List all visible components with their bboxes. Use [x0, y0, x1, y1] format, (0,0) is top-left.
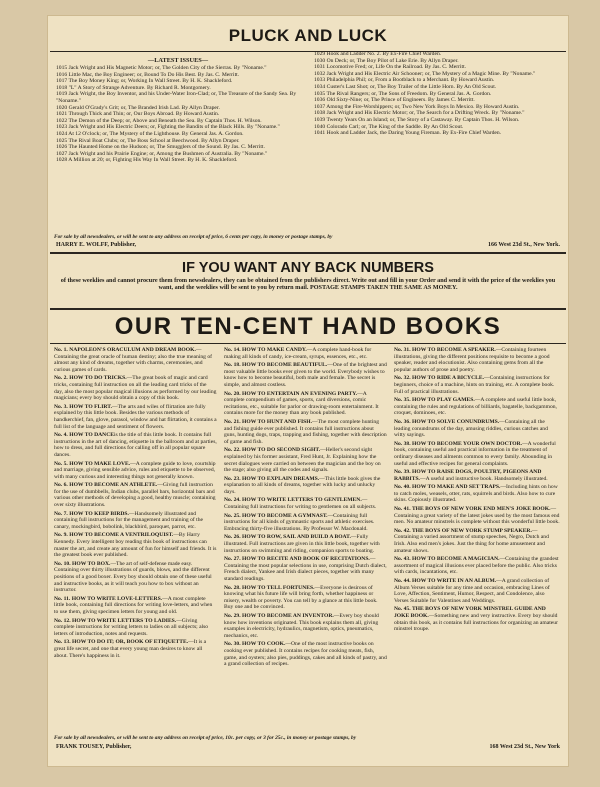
handbook-title: HOW TO RIDE A BICYCLE. [412, 375, 484, 382]
handbook-entry [224, 534, 387, 554]
handbook-number: No. 38. [394, 440, 413, 447]
handbook-description: —Giving full instruction for the use of dumbbells, Indian clubs, parallel bars, horizontal bars and various other methods of developing a good, healthy muscle; containing over sixty illustrations. [54, 482, 217, 509]
handbook-number: No. 23. [224, 475, 243, 482]
sale-note: For sale by all newsdealers, or will be sent to any address on receipt of price, 6 cents per copy, in money or postage stamps, by [54, 234, 333, 240]
handbook-number: No. 9. [54, 532, 70, 539]
handbook-title: THE BOYS OF NEW YORK MINSTREL GUIDE AND JOKE BOOK. [394, 606, 548, 619]
handbook-title: HOW TO FLIRT. [69, 403, 112, 410]
issue-entry: 1029 Hook and Ladder No. 2. By Ex-Fire Chief Warden. [314, 51, 442, 57]
issue-entry: 1019 Jack Wright, the Boy Inventor, and his Under-Water Iron-Clad; or, The Treasure of the Sandy Sea. By "Noname." [56, 91, 298, 104]
issue-entry: 1035 The Rival Rangers; or, The Sons of Freedom. By General Jas. A. Gordon. [314, 90, 492, 97]
handbook-entry [54, 561, 217, 594]
handbook-number: No. 13. [54, 639, 73, 646]
publisher-name: HARRY E. WOLFF, Publisher, [56, 242, 137, 248]
handbook-number: No. 28. [224, 584, 243, 591]
handbook-title: HOW TO BECOME A SPEAKER. [412, 347, 496, 353]
handbook-title: HOW TO WRITE IN AN ALBUM. [412, 578, 497, 584]
issue-entry: 1017 The Boy Money King; or, Working In Wall Street. By H. K. Shackleford. [56, 78, 233, 85]
handbook-entry [394, 419, 560, 439]
handbook-entry [54, 482, 217, 508]
issue-entry: 1037 Among the Fire-Worshippers; or, Two New York Boys In Mexico. By Howard Austin. [314, 103, 520, 110]
handbook-entry [224, 476, 387, 496]
handbook-description: —Containing instructions for beginners, choice of a machine, hints on training, etc. A complete book. Full of practical illustrations. [394, 375, 556, 395]
handbook-title: HOW TO DO IT; OR, BOOK OF ETIQUETTE. [72, 639, 189, 646]
handbook-entry [394, 556, 560, 576]
page-title: PLUCK AND LUCK [228, 26, 388, 45]
handbook-number: No. 45. [394, 606, 412, 613]
handbook-entry [394, 397, 560, 417]
back-numbers-text: of these weeklies and cannot procure them from newsdealers, they can be obtained from the publishers direct. Write out and fill in your Order and send it with the price of the weeklies you want, and the weeklies will be sent to you by return mail. POSTAGE STAMPS TAKEN THE SAME AS MONEY. [60, 277, 556, 292]
handbook-title: HOW TO BECOME BEAUTIFUL. [242, 362, 328, 369]
handbook-description: —Containing a varied assortment of stump speeches, Negro, Dutch and Irish. Also end men's jokes. Just the thing for home amusement and amateur shows. [394, 527, 551, 554]
handbook-description: —A complete and useful little book, containing the rules and regulations of billiards, bagatelle, backgammon, croquet, dominoes, etc. [394, 397, 559, 417]
handbook-description: —One of the most instructive books on cooking ever published. It contains recipes for cooking meats, fish, game, and oysters; also pies, puddings, cakes and all kinds of pastry, and a grand collection of recipes. [224, 641, 389, 668]
handbook-description: —Everyone is desirous of knowing what his future life will bring forth, whether happiness or misery, wealth or poverty. You can tell by a glance at this little book. Buy one and be convinced. [224, 584, 379, 611]
handbook-title: HOW TO BECOME A GYMNAST. [242, 512, 328, 519]
handbook-number: No. 6. [54, 482, 70, 489]
books-column-1 [54, 347, 217, 735]
handbook-number: No. 27. [224, 556, 243, 563]
handbook-entry [224, 497, 387, 510]
handbook-entry [394, 375, 560, 395]
issue-entry: 1018 "L" A Story of Strange Adventure. By Richard R. Montgomery. [56, 84, 211, 91]
handbook-number: No. 44. [394, 578, 413, 584]
issue-entry: 1020 Gerald O'Grady's Grit; or, The Branded Irish Lad. By Allyn Draper. [56, 104, 220, 111]
handbook-title: HOW TO BECOME YOUR OWN DOCTOR. [412, 440, 523, 447]
handbook-entry [394, 528, 560, 554]
handbook-number: No. 22. [224, 447, 243, 454]
handbook-entry [54, 375, 217, 401]
handbook-number: No. 41. [394, 506, 412, 513]
handbook-number: No. 21. [224, 418, 243, 425]
handbook-entry [54, 404, 217, 430]
handbook-description: —Containing full instructions for writing to gentlemen on all subjects. [224, 497, 377, 511]
issue-entry: 1024 At 12 O'clock; or, The Mystery of the Lighthouse. By General Jas. A. Gordon. [56, 130, 244, 137]
bottom-sale-note: For sale by all newsdealers, or will be sent to any address on receipt of price, 10c. per copy, or 3 for 25c., in money or postage stamps, by [54, 735, 357, 741]
handbook-title: HOW TO RAISE DOGS, POULTRY, PIGEONS AND RABBITS. [394, 469, 543, 482]
issue-entry: 1026 The Haunted Home on the Hudson; or, The Smugglers of the Sound. By Jas. C. Merritt. [56, 144, 265, 151]
handbook-entry [54, 461, 217, 481]
bottom-address: 168 West 23d St., New York [489, 744, 560, 750]
handbook-description: —It is a great life secret, and one that every young man desires to know all about. There's happiness in it. [54, 639, 208, 659]
handbook-entry [224, 447, 387, 473]
handbook-number: No. 29. [224, 612, 243, 619]
handbook-number: No. 36. [394, 418, 413, 425]
handbook-entry [54, 596, 217, 616]
handbook-entry [224, 613, 387, 639]
handbook-title: HOW TO EXPLAIN DREAMS. [242, 475, 320, 482]
handbook-entry [54, 618, 217, 638]
handbook-description: —The most complete hunting and fishing guide ever published. It contains full instructions about guns, hunting dogs, traps, trapping and fishing, together with description of game and fish. [224, 418, 389, 445]
handbook-title: HOW TO WRITE LETTERS TO GENTLEMEN. [242, 497, 362, 504]
latest-issues-left [56, 65, 304, 233]
handbook-title: HOW TO SOLVE CONUNDRUMS. [412, 418, 500, 425]
handbook-entry [54, 511, 217, 531]
handbook-number: No. 39. [394, 469, 413, 476]
handbook-title: HOW TO RECITE AND BOOK OF RECITATIONS. [242, 556, 370, 563]
handbook-entry [224, 556, 387, 582]
handbook-entry [394, 578, 560, 604]
handbook-title: HOW TO BECOME A VENTRILOQUIST. [69, 532, 174, 539]
handbook-title: HOW TO WRITE LETTERS TO LADIES. [72, 617, 177, 624]
handbook-entry [224, 585, 387, 611]
handbook-entry [394, 441, 560, 467]
issue-entry: 1028 A Million at 20; or, Fighting His Way In Wall Street. By H. K. Shackleford. [56, 157, 238, 164]
handbook-entry [224, 641, 387, 667]
books-column-3 [394, 347, 560, 735]
issue-entry: 1016 Little Mac, the Boy Engineer; or, Bound To Do His Best. By Jas. C. Merritt. [56, 71, 240, 78]
issue-entry: 1041 Hook and Ladder Jack, the Daring Young Fireman. By Ex-Fire Chief Warden. [314, 130, 502, 137]
issue-entry: 1040 Colorado Carl; or, The King of the Saddle. By An Old Scout. [314, 123, 464, 130]
handbook-description: —One of the brightest and most valuable little books ever given to the world. Everybody wishes to know how to become beautiful, both male and female. The secret is simple, and almost costless. [224, 362, 389, 388]
handbook-title: HOW TO BECOME A MAGICIAN. [412, 556, 500, 563]
handbook-entry [394, 506, 560, 526]
issue-entry: 1034 Custer's Last Shot; or, The Boy Trailer of the Little Horn. By An Old Scout. [314, 83, 497, 90]
handbook-description: —Giving complete instructions for writing letters to ladies on all subjects; also letters of introduction, notes and requests. [54, 617, 210, 637]
handbook-entry [224, 362, 387, 388]
divider [50, 308, 566, 310]
handbook-number: No. 4. [54, 432, 70, 439]
handbook-title: HOW TO MAKE LOVE. [69, 460, 131, 467]
handbook-number: No. 5. [54, 460, 70, 467]
magazine-back-page [48, 16, 568, 766]
handbook-number: No. 26. [224, 534, 243, 541]
handbook-description: —Handsomely illustrated and containing full instructions for the management and training of the canary, mockingbird, bobolink, blackbird, paroquet, parrot, etc. [54, 510, 205, 530]
issue-entry: 1039 Twenty Years On an Island; or, The Story of a Castaway. By Captain Thos. H. Wilson. [314, 116, 520, 123]
handbook-title: HOW TO BECOME AN INVENTOR. [242, 612, 334, 619]
handbook-description: —Including hints on how to catch moles, weasels, otter, rats, squirrels and birds. Also how to cure skins. Copiously illustrated. [394, 484, 560, 504]
handbook-description: —Containing all the leading conundrums of the day, amusing riddles, curious catches and witty sayings. [394, 418, 550, 439]
handbook-number: No. 42. [394, 527, 412, 534]
latest-issues-right [314, 51, 562, 233]
handbook-title: HOW TO ENTERTAIN AN EVENING PARTY. [242, 390, 358, 397]
handbook-entry [394, 469, 560, 482]
handbook-entry [394, 347, 560, 373]
handbook-description: —Every boy should know how inventions originated. This book explains them all, giving examples in electricity, hydraulics, magnetism, optics, pneumatics, mechanics, etc. [224, 612, 381, 639]
issue-entry: 1021 Through Thick and Thin; or, Our Boys Abroad. By Howard Austin. [56, 111, 220, 118]
handbook-title: HOW TO PLAY GAMES. [412, 397, 475, 404]
handbook-number: No. 31. [394, 347, 413, 353]
books-column-2 [224, 347, 387, 735]
handbook-description: —Fully illustrated. Full instructions are given in this little book, together with instructions on swimming and riding, companion sports to boating. [224, 534, 382, 554]
issue-entry: 1023 Jack Wright and His Electric Deers; or, Fighting the Bandits of the Black Hills. By "Noname." [56, 124, 280, 131]
handbook-description: is the title of this little book. It contains full instructions in the art of dancing, etiquette in the ballroom and at parties, how to dress, and full directions for calling off in all popular square dances. [54, 432, 219, 458]
handbook-number: No. 30. [224, 641, 243, 648]
handbooks-heading: OUR TEN-CENT HAND BOOKS [114, 313, 502, 340]
handbook-title: HOW TO DANCE [69, 432, 114, 439]
divider [50, 252, 566, 254]
handbook-number: No. 20. [224, 390, 243, 397]
issue-entry: 1015 Jack Wright and His Magnetic Motor; or, The Golden City of the Sierras. By "Noname." [56, 65, 267, 71]
handbook-title: HOW TO KEEP BIRDS. [69, 510, 129, 517]
issue-entry: 1025 The Rival Boat Clubs; or, The Boss School at Beechwood. By Allyn Draper. [56, 137, 240, 144]
issue-entry: 1032 Jack Wright and His Electric Air Schooner; or, The Mystery of a Magic Mine. By "Noname." [314, 70, 536, 77]
handbook-description: —This little book gives the explanation to all kinds of dreams, together with lucky and unlucky days. [224, 475, 382, 495]
handbook-number: No. 25. [224, 512, 243, 519]
handbook-number: No. 32. [394, 375, 413, 382]
issue-entry: 1033 Philadelphia Phil; or, From a Bootblack to a Merchant. By Howard Austin. [314, 77, 495, 84]
issue-entry: 1038 Jack Wright and His Electric Motor; or, The Search for a Drifting Wreck. By "Noname." [314, 110, 525, 117]
handbook-number: No. 3. [54, 403, 70, 410]
handbook-title: HOW TO COOK. [242, 641, 286, 648]
handbook-title: THE BOYS OF NEW YORK END MEN'S JOKE BOOK. [411, 506, 551, 513]
handbook-entry [224, 513, 387, 533]
handbook-entry [224, 347, 387, 360]
handbook-number: No. 10. [54, 560, 73, 567]
handbook-number: No. 43. [394, 556, 413, 563]
bottom-publisher: FRANK TOUSEY, Publisher, [56, 744, 132, 750]
divider [50, 343, 566, 344]
handbook-title: HOW TO MAKE CANDY. [242, 347, 307, 353]
handbook-entry [54, 347, 217, 373]
issue-entry: 1030 On Deck; or, The Boy Pilot of Lake Erie. By Allyn Draper. [314, 57, 459, 64]
handbook-description: —A complete hand-book for making all kinds of candy, ice-cream, syrups, essences, etc., etc. [224, 347, 373, 360]
handbook-description: —Containing the grandest assortment of magical illusions ever placed before the public. Also tricks with cards, incantations, etc. [394, 556, 560, 576]
handbook-description: —A complete compendium of games, sports, card diversions, comic recitations, etc., suitable for parlor or drawing-room entertainment. It contains more for the money than any book published. [224, 390, 381, 417]
handbook-description: —Containing the great oracle of human destiny; also the true meaning of almost any kind of dreams, together with charms, ceremonies, and curious games of cards. [54, 347, 214, 373]
handbook-description: —A useful and instructive book. Handsomely illustrated. [419, 475, 548, 482]
issue-entry: 1027 Jack Wright and his Prairie Engine; or, Among the Bushmen of Australia. By "Noname." [56, 150, 268, 157]
issue-entry: 1031 Locomotive Fred; or, Life On the Railroad. By Jas. C. Merritt. [314, 64, 467, 71]
handbook-description: —By Harry Kennedy. Every intelligent boy reading this book of instructions can master the art, and create any amount of fun for himself and friends. It is the greatest book ever published. [54, 532, 218, 559]
handbook-description: —Containing fourteen illustrations, giving the different positions requisite to become a good speaker, reader and elocutionist. Also containing gems from all the popular authors of prose and poetry. [394, 347, 551, 373]
handbook-description: —A most complete little book, containing full directions for writing love-letters, and when to use them, giving specimen letters for young and old. [54, 595, 214, 615]
handbook-description: —The arts and wiles of flirtation are fully explained by this little book. Besides the various methods of handkerchief, fan, glove, parasol, window and hat flirtation, it contains a full list of the language and sentiment of flowers. [54, 403, 219, 430]
handbook-description: —A wonderful book, containing useful and practical information in the treatment of ordinary diseases and ailments common to every family. Abounding in useful and effective recipes for general complaints. [394, 440, 558, 467]
handbook-number: No. 14. [224, 347, 243, 353]
handbook-number: No. 7. [54, 510, 70, 517]
handbook-number: No. 35. [394, 397, 413, 404]
handbook-description: —Containing a great variety of the latest jokes used by the most famous end men. No amateur minstrels is complete without this wonderful little book. [394, 506, 561, 526]
handbook-number: No. 18. [224, 362, 243, 369]
handbook-description: —Containing full instructions for all kinds of gymnastic sports and athletic exercises. Embracing thirty-five illustrations. By Professor W. Macdonald. [224, 512, 376, 532]
handbook-number: No. 40. [394, 484, 413, 491]
handbook-title: HOW TO TELL FORTUNES. [242, 584, 315, 591]
handbook-title: HOW TO BECOME AN ATHLETE. [69, 482, 158, 489]
handbook-description: —A complete guide to love, courtship and marriage, giving sensible advice, rules and etiquette to be observed, with many curious and interesting things not generally known. [54, 460, 218, 480]
handbook-entry [54, 639, 217, 659]
handbook-entry [224, 419, 387, 445]
handbook-description: —Heller's second sight explained by his former assistant, Fred Hunt, Jr. Explaining how the secret dialogues were carried on between the magician and the boy on the stage; also giving all the codes and signals. [224, 447, 383, 474]
handbook-title: HOW TO HUNT AND FISH. [242, 418, 313, 425]
issue-entry: 1036 Old Sixty-Nine; or, The Prince of Engineers. By James C. Merritt. [314, 97, 475, 104]
handbook-title: HOW TO MAKE AND SET TRAPS. [412, 484, 501, 491]
handbook-number: No. 12. [54, 617, 73, 624]
handbook-title: HOW TO ROW, SAIL AND BUILD A BOAT. [242, 534, 351, 541]
handbook-title: THE BOYS OF NEW YORK STUMP SPEAKER. [411, 527, 532, 534]
handbook-entry [394, 484, 560, 504]
handbook-title: HOW TO DO SECOND SIGHT. [242, 447, 321, 454]
handbook-number: No. 1. [54, 347, 70, 353]
handbook-title: HOW TO BOX. [72, 560, 111, 567]
handbook-number: No. 2. [54, 375, 70, 382]
issue-entry: 1022 The Demon of the Deep; or, Above and Beneath the Sea. By Captain Thos. H. Wilson. [56, 117, 262, 124]
handbook-title: NAPOLEON'S ORACULUM AND DREAM BOOK. [69, 347, 196, 353]
handbook-entry [394, 606, 560, 632]
handbook-description: —The great book of magic and card tricks, containing full instruction on all the leading card tricks of the day, also the most popular magical illusions as performed by our leading magicians; every boy should obtain a copy of this book. [54, 375, 218, 402]
back-numbers-heading: IF YOU WANT ANY BACK NUMBERS [182, 260, 434, 276]
handbook-entry [54, 532, 217, 558]
handbook-description: —Something new and very instructive. Every boy should obtain this book, as it contains full instructions for organizing an amateur minstrel troupe. [394, 612, 560, 633]
handbook-number: No. 11. [54, 595, 72, 602]
handbook-entry [54, 432, 217, 458]
handbook-entry [224, 391, 387, 417]
handbook-description: —Containing the most popular selections in use, comprising Dutch dialect, French dialect, Yankee and Irish dialect pieces, together with many standard readings. [224, 556, 389, 582]
publisher-address: 166 West 23d St., New York. [487, 242, 560, 248]
handbook-number: No. 24. [224, 497, 243, 504]
handbook-description: —The art of self-defense made easy. Containing over thirty illustrations of guards, blows, and the different positions of a good boxer. Every boy should obtain one of these useful and instructive books, as it will teach you how to box without an instructor. [54, 560, 214, 594]
handbook-description: —A grand collection of Album Verses suitable for any time and occasion, embracing Lines of Love, Affection, Sentiment, Humor, Respect, and Condolence, also Verses Suitable for Valentines and Weddings. [394, 578, 552, 604]
latest-issues-header: —LATEST ISSUES— [147, 57, 209, 64]
handbook-title: HOW TO WRITE LOVE-LETTERS. [71, 595, 163, 602]
handbook-title: HOW TO DO TRICKS. [69, 375, 127, 382]
